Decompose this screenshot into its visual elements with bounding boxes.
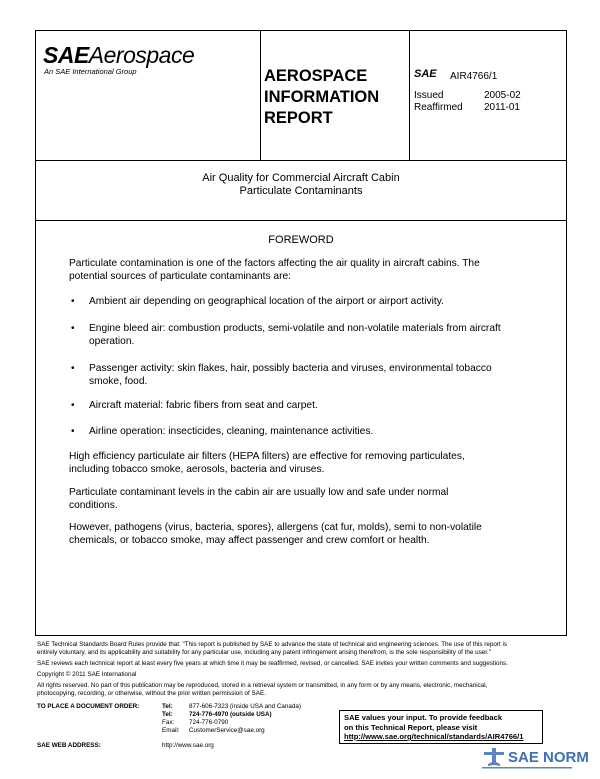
title-bottom-rule	[35, 220, 567, 221]
text-line: Airline operation: insecticides, cleaning, maintenance activities.	[89, 426, 374, 437]
bullet-marker: •	[71, 323, 75, 334]
bullet-marker: •	[71, 400, 75, 411]
header-bottom-rule	[35, 160, 567, 161]
reaffirmed-label: Reaffirmed	[414, 102, 463, 113]
report-type-line: REPORT	[264, 109, 333, 127]
email-label: Email:	[162, 727, 180, 734]
airplane-icon	[478, 740, 589, 774]
watermark-text: SAE NORM	[508, 749, 589, 766]
text-line: smoke, food.	[89, 375, 148, 387]
report-type	[264, 66, 414, 129]
foreword-heading: FOREWORD	[268, 234, 334, 246]
text-line: All rights reserved. No part of this publication may be reproduced, stored in a retrieval system or transmitted, in any form or by any means, electronic, mechanical,	[37, 682, 488, 689]
order-label: TO PLACE A DOCUMENT ORDER:	[37, 703, 140, 710]
text-line: SAE values your input. To provide feedback	[344, 713, 503, 722]
hepa-paragraph	[69, 451, 529, 476]
text-line: However, pathogens (virus, bacteria, spores), allergens (cat fur, molds), semi to non-volatile	[69, 522, 482, 533]
fax-label: Fax:	[162, 719, 175, 726]
levels-paragraph	[69, 487, 529, 512]
text-line: Passenger activity: skin flakes, hair, possibly bacteria and viruses, environmental tobacco	[89, 363, 492, 374]
intro-paragraph	[69, 258, 529, 283]
bullet-marker: •	[71, 296, 75, 307]
logo-brand: SAE	[43, 42, 89, 68]
tel-label: Tel:	[162, 703, 173, 710]
report-type-line: INFORMATION	[264, 88, 380, 106]
review-notice: SAE reviews each technical report at least every five years at which time it may be reaffirmed, revised, or cancelled. SAE invites your written comments and suggestions.	[37, 660, 508, 667]
report-type-line: AEROSPACE	[264, 67, 368, 85]
pathogens-paragraph	[69, 522, 529, 547]
text-line: High efficiency particulate air filters (HEPA filters) are effective for removing particulates,	[69, 451, 465, 462]
text-line: potential sources of particulate contaminants are:	[69, 270, 291, 282]
issued-date: 2005-02	[484, 90, 521, 101]
customer-service-email[interactable]: CustomerService@sae.org	[189, 727, 265, 734]
text-line: Particulate contamination is one of the factors affecting the air quality in aircraft cabins. The	[69, 258, 480, 269]
feedback-box	[339, 710, 543, 744]
text-line: on this Technical Report, please visit	[344, 722, 478, 732]
logo-tagline: An SAE International Group	[44, 67, 137, 76]
text-line: entirely voluntary, and its applicability and suitability for any particular use, including any patent infringement arising therefrom, is the sole responsibility of the user."	[37, 649, 491, 657]
fax-number: 724-776-0790	[189, 719, 229, 726]
sae-website-link[interactable]: http://www.sae.org	[162, 742, 214, 749]
standards-board-rules	[37, 641, 567, 657]
bullet-item	[89, 400, 529, 413]
bullet-marker: •	[71, 363, 75, 374]
title-line: Air Quality for Commercial Aircraft Cabin	[202, 172, 400, 184]
bullet-item	[89, 296, 529, 309]
document-title	[35, 172, 567, 198]
rights-notice	[37, 682, 567, 698]
text-line: Ambient air depending on geographical location of the airport or airport activity.	[89, 296, 444, 307]
feedback-link[interactable]: http://www.sae.org/technical/standards/AIR4766/1	[344, 732, 524, 741]
document-number: AIR4766/1	[450, 71, 498, 82]
text-line: SAE Technical Standards Board Rules provide that: "This report is published by SAE to advance the state of technical and engineering sciences. The use of this report is	[37, 641, 507, 648]
issued-label: Issued	[414, 90, 444, 101]
sae-mini-logo: SAE	[414, 68, 437, 80]
text-line: Particulate contaminant levels in the cabin air are usually low and safe under normal	[69, 487, 449, 498]
copyright-notice: Copyright © 2011 SAE International	[37, 671, 137, 678]
bullet-marker: •	[71, 426, 75, 437]
text-line: operation.	[89, 335, 135, 347]
phone-outside-usa[interactable]: 724-776-4970 (outside USA)	[189, 711, 272, 718]
text-line: Aircraft material: fabric fibers from seat and carpet.	[89, 400, 318, 411]
phone-inside-usa[interactable]: 877-606-7323 (inside USA and Canada)	[189, 703, 302, 710]
tel2-label: Tel:	[162, 711, 173, 718]
text-line: Engine bleed air: combustion products, semi-volatile and non-volatile materials from aircraft	[89, 323, 501, 334]
text-line: chemicals, or tobacco smoke, may affect passenger and crew comfort or health.	[69, 534, 430, 546]
sae-norm-watermark	[478, 740, 589, 774]
web-label: SAE WEB ADDRESS:	[37, 742, 101, 749]
reaffirmed-date: 2011-01	[484, 102, 520, 113]
bullet-item	[89, 426, 529, 439]
bullet-item	[89, 323, 529, 348]
text-line: including tobacco smoke, aerosols, bacteria and viruses.	[69, 463, 325, 475]
header-divider-1	[260, 30, 261, 160]
bullet-item	[89, 363, 529, 388]
text-line: conditions.	[69, 499, 118, 511]
title-line: Particulate Contaminants	[239, 185, 363, 197]
text-line: photocopying, recording, or otherwise, without the prior written permission of SAE.	[37, 690, 266, 698]
logo-word: Aerospace	[88, 42, 195, 68]
sae-aerospace-logo	[43, 42, 194, 69]
